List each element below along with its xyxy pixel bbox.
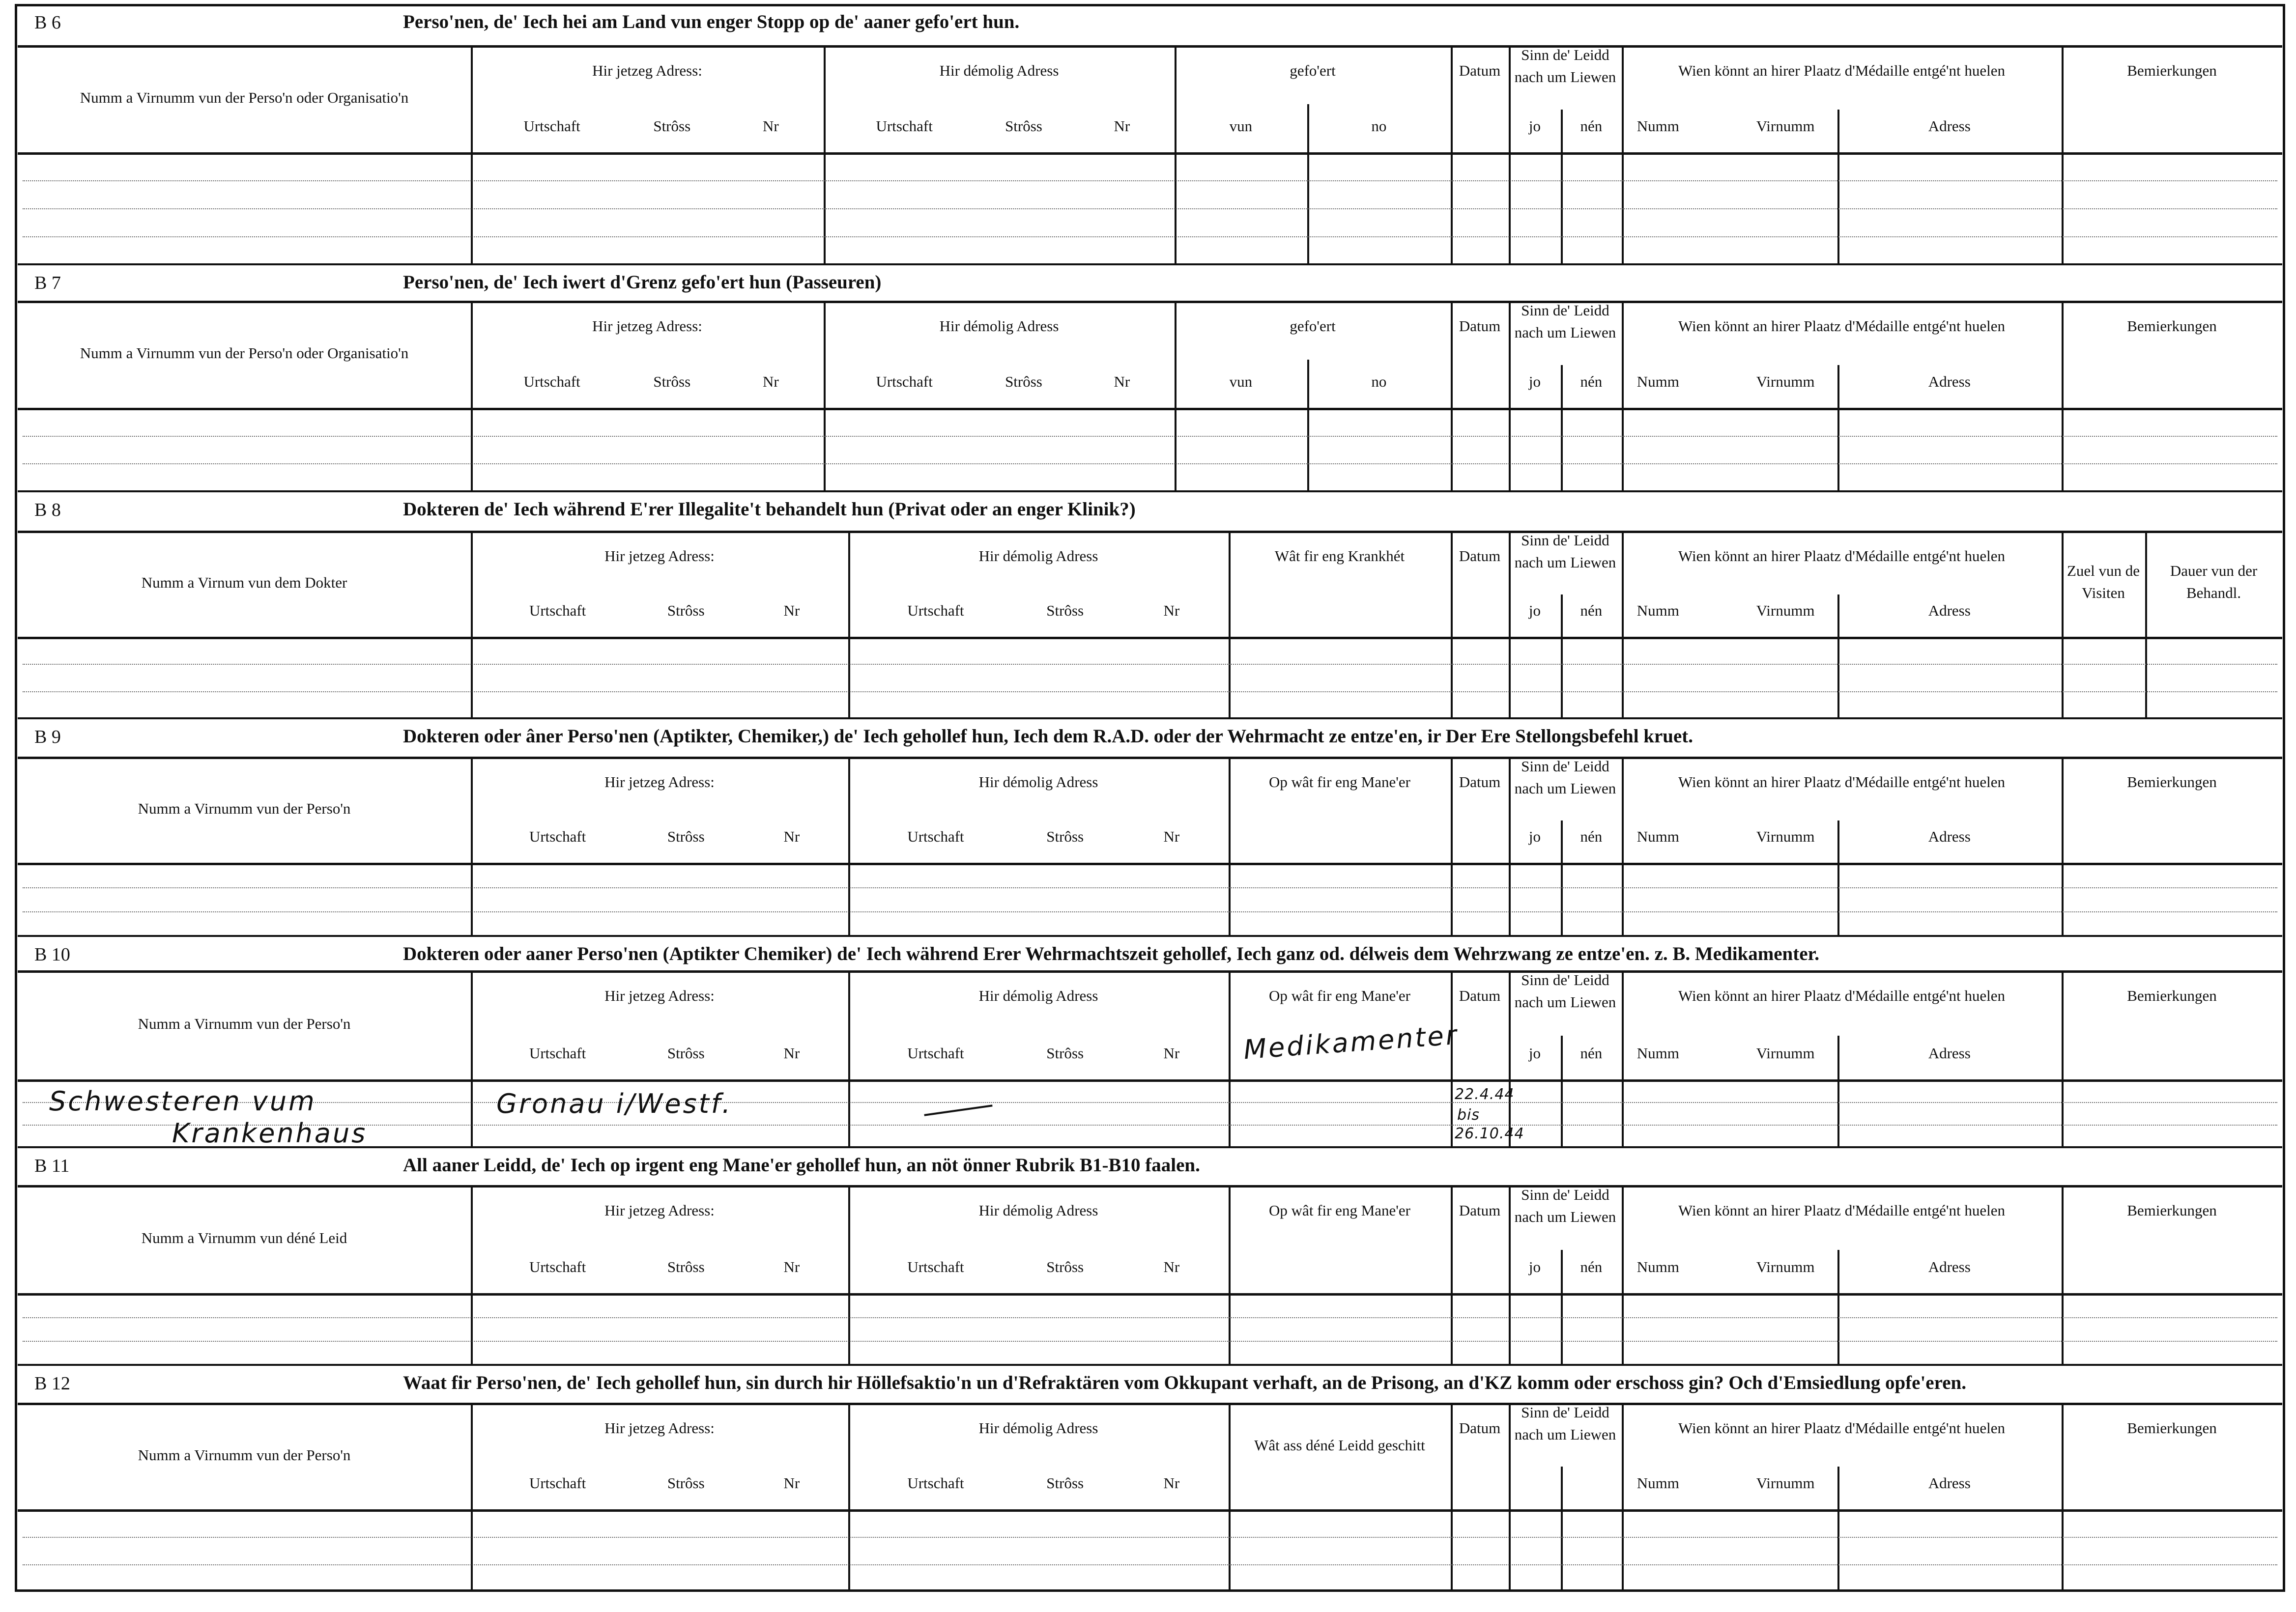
column-divider (1622, 45, 1624, 264)
no-header: nén (1580, 117, 1603, 135)
writing-line[interactable] (23, 1537, 2277, 1538)
transported-header: gefo'ert (1290, 317, 1336, 335)
handwritten-date-until: bis (1457, 1106, 1480, 1124)
life-risk-header: Sinn de' Leidd nach um Liewen (1514, 46, 1616, 85)
medal-header: Wien könnt an hirer Plaatz d'Médaille entgé'nt huelen (1678, 987, 2005, 1004)
current-address-header: Hir jetzeg Adress: (604, 987, 715, 1004)
medal-firstname: Virnumm (1756, 117, 1815, 135)
writing-line[interactable] (23, 1564, 2277, 1565)
former-address-number: Nr (1114, 117, 1130, 135)
writing-line[interactable] (23, 664, 2277, 665)
section-title: Dokteren oder âner Perso'nen (Aptikter, Chemiker,) de' Iech gehollef hun, Iech dem R.A.D. oder der Wehrmacht ze entze'en, ir Der Ere Stellongsbefehl kruet. (403, 726, 1693, 747)
former-address-number: Nr (1163, 1045, 1180, 1062)
section-separator (18, 490, 2282, 492)
current-address-locality: Urtschaft (529, 1045, 586, 1062)
column-divider (2062, 531, 2064, 718)
medal-header: Wien könnt an hirer Plaatz d'Médaille entgé'nt huelen (1678, 1419, 2005, 1437)
section-id: B 11 (34, 1156, 70, 1176)
no-header: nén (1580, 828, 1603, 845)
section-id: B 7 (34, 273, 61, 293)
medal-firstname: Virnumm (1756, 1045, 1815, 1062)
section-title: All aaner Leidd, de' Iech op irgent eng Mane'er gehollef hun, an nöt önner Rubrik B1-B10 faalen. (403, 1155, 1200, 1176)
illness-header: Wât fir eng Krankhét (1274, 547, 1405, 565)
duration-header: Dauer vun der Behandl. (2170, 562, 2258, 602)
handwritten-name-line-2: Krankenhaus (172, 1118, 368, 1149)
writing-line[interactable] (23, 1341, 2277, 1342)
remarks-header: Bemierkungen (2127, 317, 2217, 335)
section-title: Dokteren oder aaner Perso'nen (Aptikter Chemiker) de' Iech während Erer Wehrmachtszeit gehollef, Iech ganz od. délweis dem Wehrzwang ze entze'en. z. B. Medikamenter. (403, 943, 1820, 964)
handwritten-method: Medikamenter (1242, 1019, 1460, 1066)
former-address-number: Nr (1163, 602, 1180, 619)
writing-line[interactable] (23, 691, 2277, 692)
header-bottom-rule (18, 1079, 2282, 1082)
header-bottom-rule (18, 637, 2282, 639)
header-top-rule (18, 1185, 2282, 1188)
current-address-locality: Urtschaft (523, 117, 580, 135)
former-address-header: Hir démolig Adress (939, 317, 1059, 335)
name-column-header: Numm a Virnumm vun der Perso'n oder Organisatio'n (80, 89, 409, 106)
method-header: Op wât fir eng Mane'er (1269, 773, 1410, 791)
medal-surname: Numm (1636, 117, 1679, 135)
writing-line[interactable] (23, 1102, 2277, 1103)
header-bottom-rule (18, 863, 2282, 865)
name-column-header: Numm a Virnum vun dem Dokter (141, 574, 347, 591)
former-address-street: Strôss (1046, 1258, 1084, 1275)
remarks-header: Bemierkungen (2127, 1202, 2217, 1219)
medal-surname: Numm (1636, 1258, 1679, 1275)
header-top-rule (18, 757, 2282, 759)
current-address-locality: Urtschaft (529, 1258, 586, 1275)
medal-header: Wien könnt an hirer Plaatz d'Médaille entgé'nt huelen (1678, 1202, 2005, 1219)
life-risk-header: Sinn de' Leidd nach um Liewen (1514, 302, 1616, 341)
method-header: Op wât fir eng Mane'er (1269, 1202, 1410, 1219)
remarks-header: Bemierkungen (2127, 773, 2217, 791)
former-address-street: Strôss (1005, 117, 1042, 135)
current-address-locality: Urtschaft (529, 828, 586, 845)
section-id: B 8 (34, 500, 61, 520)
no-header: nén (1580, 373, 1603, 390)
section-separator (18, 263, 2282, 265)
no-header: nén (1580, 1258, 1603, 1275)
yes-header: jo (1528, 1045, 1541, 1062)
former-address-header: Hir démolig Adress (978, 773, 1098, 791)
former-address-locality: Urtschaft (907, 1258, 964, 1275)
current-address-locality: Urtschaft (523, 373, 580, 390)
former-address-locality: Urtschaft (876, 117, 933, 135)
medal-header: Wien könnt an hirer Plaatz d'Médaille entgé'nt huelen (1678, 317, 2005, 335)
section-id: B 6 (34, 12, 61, 33)
former-address-locality: Urtschaft (907, 602, 964, 619)
date-header: Datum (1459, 773, 1501, 791)
date-header: Datum (1459, 62, 1501, 79)
life-risk-header: Sinn de' Leidd nach um Liewen (1514, 971, 1616, 1011)
to-header: no (1371, 117, 1387, 135)
current-address-street: Strôss (667, 1474, 705, 1492)
handwritten-date-end: 26.10.44 (1455, 1125, 1524, 1142)
life-risk-header: Sinn de' Leidd nach um Liewen (1514, 1404, 1616, 1443)
medal-header: Wien könnt an hirer Plaatz d'Médaille entgé'nt huelen (1678, 547, 2005, 565)
medal-firstname: Virnumm (1756, 1474, 1815, 1492)
name-column-header: Numm a Virnumm vun der Perso'n (138, 1446, 351, 1464)
name-column-header: Numm a Virnumm vun déné Leid (141, 1229, 347, 1246)
column-divider (1622, 531, 1624, 718)
former-address-locality: Urtschaft (907, 1474, 964, 1492)
from-header: vun (1229, 117, 1253, 135)
former-address-locality: Urtschaft (907, 1045, 964, 1062)
section-id: B 9 (34, 727, 61, 747)
life-risk-header: Sinn de' Leidd nach um Liewen (1514, 758, 1616, 797)
medal-address: Adress (1928, 602, 1971, 619)
medal-surname: Numm (1636, 828, 1679, 845)
writing-line[interactable] (23, 436, 2277, 437)
header-top-rule (18, 1403, 2282, 1405)
from-header: vun (1229, 373, 1253, 390)
writing-line[interactable] (23, 1317, 2277, 1318)
current-address-number: Nr (783, 602, 800, 619)
current-address-number: Nr (783, 828, 800, 845)
header-bottom-rule (18, 408, 2282, 410)
former-address-header: Hir démolig Adress (939, 62, 1059, 79)
current-address-header: Hir jetzeg Adress: (604, 1202, 715, 1219)
former-address-header: Hir démolig Adress (978, 1202, 1098, 1219)
current-address-street: Strôss (653, 117, 691, 135)
date-header: Datum (1459, 1202, 1501, 1219)
column-divider (1622, 1403, 1624, 1592)
date-header: Datum (1459, 317, 1501, 335)
writing-line[interactable] (23, 236, 2277, 237)
current-address-number: Nr (783, 1258, 800, 1275)
yes-header: jo (1528, 373, 1541, 390)
former-address-street: Strôss (1005, 373, 1042, 390)
former-address-header: Hir démolig Adress (978, 987, 1098, 1004)
section-title: Perso'nen, de' Iech hei am Land vun enger Stopp op de' aaner gefo'ert hun. (403, 11, 1020, 32)
writing-line[interactable] (23, 180, 2277, 181)
name-column-header: Numm a Virnumm vun der Perso'n (138, 800, 351, 817)
current-address-header: Hir jetzeg Adress: (604, 1419, 715, 1437)
medal-address: Adress (1928, 1045, 1971, 1062)
no-header: nén (1580, 602, 1603, 619)
medal-address: Adress (1928, 828, 1971, 845)
yes-header: jo (1528, 117, 1541, 135)
current-address-street: Strôss (653, 373, 691, 390)
writing-line[interactable] (23, 911, 2277, 912)
current-address-header: Hir jetzeg Adress: (604, 773, 715, 791)
life-risk-header: Sinn de' Leidd nach um Liewen (1514, 532, 1616, 571)
column-divider (2145, 531, 2147, 718)
medal-surname: Numm (1636, 1045, 1679, 1062)
no-header: nén (1580, 1045, 1603, 1062)
former-address-header: Hir démolig Adress (978, 1419, 1098, 1437)
header-bottom-rule (18, 152, 2282, 155)
to-header: no (1371, 373, 1387, 390)
handwritten-date-start: 22.4.44 (1455, 1086, 1515, 1103)
former-address-street: Strôss (1046, 602, 1084, 619)
former-address-number: Nr (1163, 1474, 1180, 1492)
section-separator (18, 717, 2282, 719)
yes-no-divider (1561, 1467, 1563, 1592)
handwritten-name-line-1: Schwesteren vum (49, 1086, 316, 1117)
life-risk-header: Sinn de' Leidd nach um Liewen (1514, 1186, 1616, 1225)
header-top-rule (18, 301, 2282, 303)
section-title: Dokteren de' Iech während E'rer Illegalite't behandelt hun (Privat oder an enger Klinik?) (403, 499, 1136, 520)
fate-header: Wât ass déné Leidd geschitt (1254, 1437, 1425, 1454)
yes-header: jo (1528, 602, 1541, 619)
name-column-header: Numm a Virnumm vun der Perso'n (138, 1015, 351, 1032)
current-address-locality: Urtschaft (529, 1474, 586, 1492)
medal-header: Wien könnt an hirer Plaatz d'Médaille entgé'nt huelen (1678, 62, 2005, 79)
method-header: Op wât fir eng Mane'er (1269, 987, 1410, 1004)
current-address-street: Strôss (667, 1258, 705, 1275)
yes-header: jo (1528, 1258, 1541, 1275)
former-address-number: Nr (1114, 373, 1130, 390)
former-address-street: Strôss (1046, 1045, 1084, 1062)
date-header: Datum (1459, 1419, 1501, 1437)
medal-address: Adress (1928, 117, 1971, 135)
current-address-number: Nr (762, 117, 779, 135)
section-title: Perso'nen, de' Iech iwert d'Grenz gefo'ert hun (Passeuren) (403, 272, 882, 293)
visits-header: Zuel vun de Visiten (2066, 562, 2140, 602)
column-divider (1622, 301, 1624, 491)
section-separator (18, 935, 2282, 937)
medal-surname: Numm (1636, 602, 1679, 619)
current-address-street: Strôss (667, 1045, 705, 1062)
header-top-rule (18, 970, 2282, 973)
current-address-header: Hir jetzeg Adress: (592, 317, 702, 335)
date-header: Datum (1459, 547, 1501, 565)
header-top-rule (18, 531, 2282, 533)
former-address-number: Nr (1163, 828, 1180, 845)
header-bottom-rule (18, 1509, 2282, 1512)
current-address-header: Hir jetzeg Adress: (592, 62, 702, 79)
name-column-header: Numm a Virnumm vun der Perso'n oder Organisatio'n (80, 344, 409, 362)
medal-surname: Numm (1636, 1474, 1679, 1492)
remarks-header: Bemierkungen (2127, 62, 2217, 79)
former-address-street: Strôss (1046, 1474, 1084, 1492)
former-address-locality: Urtschaft (907, 828, 964, 845)
medal-header: Wien könnt an hirer Plaatz d'Médaille entgé'nt huelen (1678, 773, 2005, 791)
medal-address: Adress (1928, 1258, 1971, 1275)
section-id: B 12 (34, 1373, 70, 1394)
writing-line[interactable] (23, 208, 2277, 209)
section-id: B 10 (34, 944, 70, 965)
former-address-locality: Urtschaft (876, 373, 933, 390)
remarks-header: Bemierkungen (2127, 1419, 2217, 1437)
handwritten-place: Gronau i/Westf. (496, 1088, 733, 1119)
current-address-header: Hir jetzeg Adress: (604, 547, 715, 565)
medal-firstname: Virnumm (1756, 602, 1815, 619)
former-address-header: Hir démolig Adress (978, 547, 1098, 565)
section-title: Waat fir Perso'nen, de' Iech gehollef hun, sin durch hir Höllefsaktio'n un d'Refraktären vom Okkupant verhaft, an de Prisong, an d'KZ komm oder erschoss gin? Och d'Emsiedlung opfe'eren. (403, 1372, 1966, 1393)
medal-surname: Numm (1636, 373, 1679, 390)
current-address-street: Strôss (667, 828, 705, 845)
medal-firstname: Virnumm (1756, 1258, 1815, 1275)
current-address-number: Nr (783, 1045, 800, 1062)
current-address-street: Strôss (667, 602, 705, 619)
column-divider (1229, 1403, 1231, 1592)
current-address-number: Nr (783, 1474, 800, 1492)
yes-header: jo (1528, 828, 1541, 845)
medal-firstname: Virnumm (1756, 828, 1815, 845)
section-separator (18, 1364, 2282, 1366)
medal-address: Adress (1928, 1474, 1971, 1492)
writing-line[interactable] (23, 463, 2277, 464)
current-address-number: Nr (762, 373, 779, 390)
header-bottom-rule (18, 1293, 2282, 1296)
transported-header: gefo'ert (1290, 62, 1336, 79)
date-header: Datum (1459, 987, 1501, 1004)
former-address-street: Strôss (1046, 828, 1084, 845)
writing-line[interactable] (23, 887, 2277, 888)
medal-firstname: Virnumm (1756, 373, 1815, 390)
former-address-number: Nr (1163, 1258, 1180, 1275)
header-top-rule (18, 45, 2282, 48)
remarks-header: Bemierkungen (2127, 987, 2217, 1004)
medal-address: Adress (1928, 373, 1971, 390)
current-address-locality: Urtschaft (529, 602, 586, 619)
